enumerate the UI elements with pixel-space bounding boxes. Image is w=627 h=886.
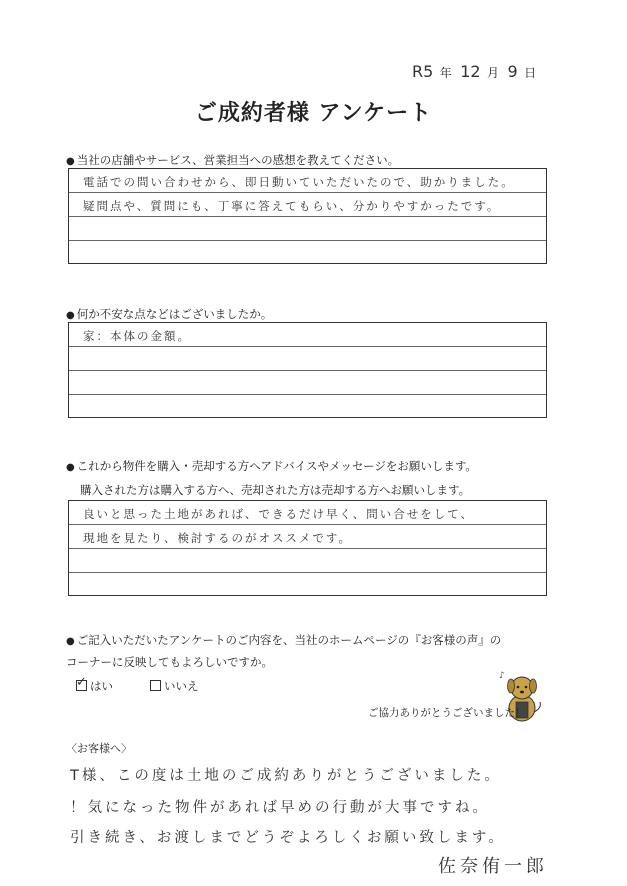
- answer-box-2[interactable]: [68, 322, 547, 418]
- answer-3-line-2: 現地を見たり、検討するのがオススメです。: [83, 531, 352, 545]
- question-3-line-2: 購入された方は購入する方へ、売却された方は売却する方へお願いします。: [80, 483, 471, 497]
- customer-message-line-2: ！気になった物件があれば早めの行動が大事ですね。: [70, 800, 490, 816]
- answer-2-line-1: 家：本体の金額。: [83, 329, 191, 343]
- consent-yes[interactable]: [76, 675, 113, 694]
- question-1-text: 当社の店舗やサービス、営業担当への感想を教えてください。: [76, 153, 400, 167]
- date-era: R5: [412, 62, 434, 81]
- date-month-label: 月: [487, 66, 500, 80]
- date-year-label: 年: [439, 66, 452, 80]
- checkbox-no[interactable]: [150, 680, 161, 691]
- date-day: 9: [507, 62, 518, 81]
- customer-message-line-1: T様、この度は土地のご成約ありがとうございました。: [70, 768, 502, 784]
- consent-yes-label: はい: [90, 679, 113, 693]
- customer-heading: 〈お客様へ〉: [66, 742, 132, 755]
- date-day-label: 日: [524, 66, 537, 80]
- question-4-text: ご記入いただいたアンケートのご内容を、当社のホームページの『お客様の声』の: [76, 633, 502, 647]
- checkbox-yes[interactable]: [76, 675, 87, 691]
- question-4: [66, 632, 501, 648]
- answer-box-1[interactable]: [68, 168, 547, 264]
- consent-no[interactable]: [150, 678, 199, 694]
- answer-box-3[interactable]: [68, 500, 547, 596]
- question-2-text: 何か不安な点などはございましたか。: [76, 307, 273, 321]
- answer-1-line-1: 電話での問い合わせから、即日動いていただいたので、助かりました。: [83, 175, 515, 189]
- question-3: [66, 458, 477, 474]
- customer-message-line-3: 引き続き、お渡しまでどうぞよろしくお願い致します。: [70, 830, 506, 846]
- bullet-icon: ●: [66, 636, 75, 647]
- thanks-message: ご協力ありがとうございました！: [368, 707, 526, 719]
- check-mark-icon: ✓: [76, 675, 87, 690]
- consent-no-label: いいえ: [164, 679, 199, 693]
- bullet-icon: ●: [66, 310, 75, 321]
- question-2: [66, 306, 272, 322]
- bullet-icon: ●: [66, 462, 75, 473]
- date-row: [412, 62, 540, 81]
- question-1: [66, 152, 399, 168]
- answer-3-line-1: 良いと思った土地があれば、できるだけ早く、問い合せをして、: [83, 507, 475, 521]
- answer-1-line-2: 疑問点や、質問にも、丁寧に答えてもらい、分かりやすかったです。: [83, 199, 501, 213]
- question-3-text: これから物件を購入・売却する方へアドバイスやメッセージをお願いします。: [76, 459, 477, 473]
- date-month: 12: [460, 62, 481, 81]
- question-4-line-2: コーナーに反映してもよろしいですか。: [66, 655, 273, 669]
- signature: 佐奈侑一郎: [438, 856, 548, 877]
- bullet-icon: ●: [66, 156, 75, 167]
- svg-text:♪: ♪: [499, 671, 505, 681]
- page-title: ご成約者様 アンケート: [194, 101, 433, 126]
